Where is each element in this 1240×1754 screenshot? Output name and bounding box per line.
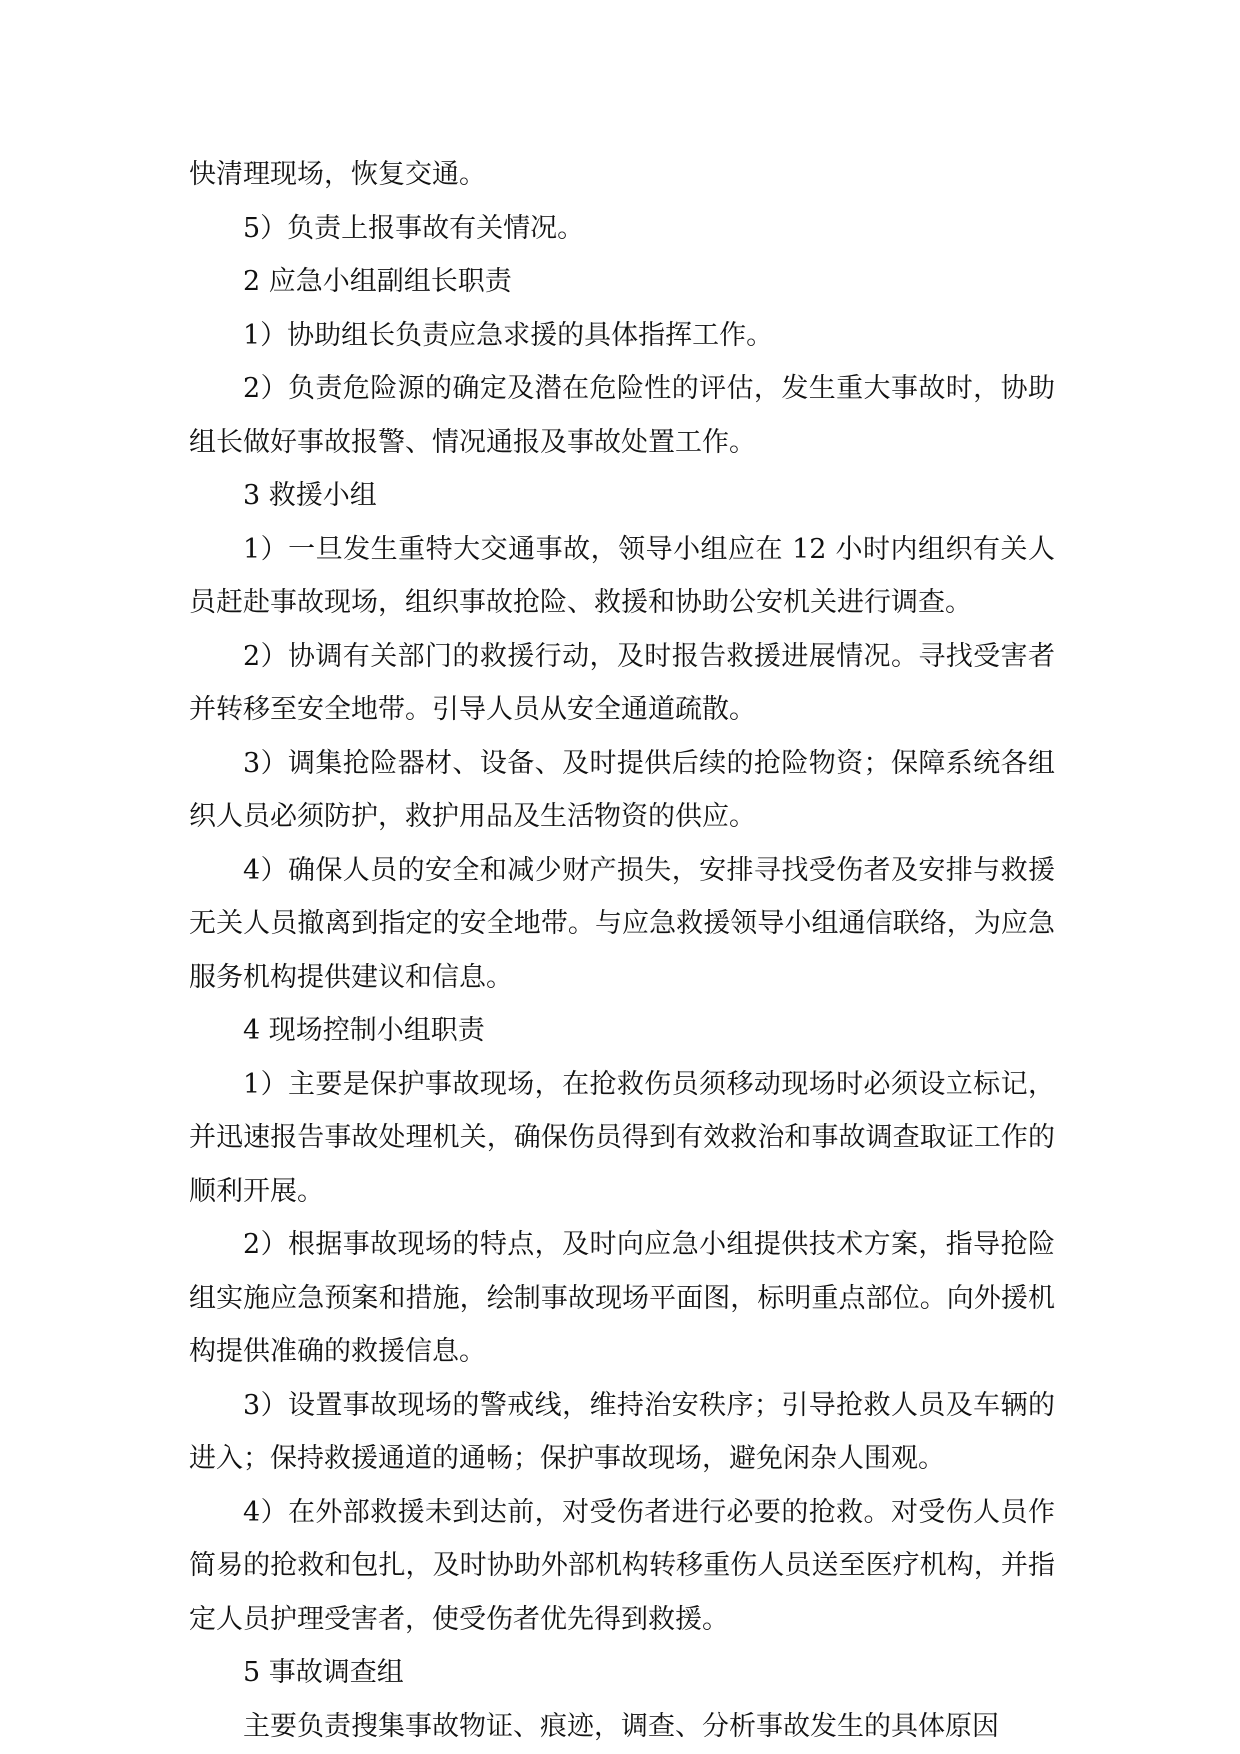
list-item: 1）主要是保护事故现场，在抢救伤员须移动现场时必须设立标记，并迅速报告事故处理机关，确保伤员得到有效救治和事故调查取证工作的顺利开展。: [189, 1068, 1055, 1207]
list-item: 1）协助组长负责应急求援的具体指挥工作。: [243, 319, 774, 351]
list-item: 2）负责危险源的确定及潜在危险性的评估，发生重大事故时，协助组长做好事故报警、情况通报及事故处置工作。: [189, 373, 1055, 458]
section-heading-deputy-leader: 2 应急小组副组长职责: [243, 266, 512, 297]
section-heading-site-control: 4 现场控制小组职责: [243, 1015, 485, 1046]
list-item: 2）根据事故现场的特点，及时向应急小组提供技术方案，指导抢险组实施应急预案和措施，绘制事故现场平面图，标明重点部位。向外援机构提供准确的救援信息。: [189, 1229, 1055, 1367]
paragraph: 主要负责搜集事故物证、痕迹，调查、分析事故发生的具体原因: [243, 1710, 999, 1742]
list-item: 2）协调有关部门的救援行动，及时报告救援进展情况。寻找受害者并转移至安全地带。引导人员从安全通道疏散。: [189, 640, 1055, 725]
section-heading-investigation: 5 事故调查组: [243, 1657, 404, 1688]
list-item: 4）确保人员的安全和减少财产损失，安排寻找受伤者及安排与救援无关人员撤离到指定的安全地带。与应急救援领导小组通信联络，为应急服务机构提供建议和信息。: [189, 854, 1055, 993]
paragraph-continuation: 快清理现场，恢复交通。: [189, 159, 486, 190]
list-item: 3）调集抢险器材、设备、及时提供后续的抢险物资；保障系统各组织人员必须防护，救护用品及生活物资的供应。: [189, 747, 1055, 832]
section-heading-rescue-team: 3 救援小组: [243, 480, 377, 511]
list-item: 1）一旦发生重特大交通事故，领导小组应在 12 小时内组织有关人员赶赴事故现场，组织事故抢险、救援和协助公安机关进行调查。: [189, 533, 1055, 618]
list-item-report: 5）负责上报事故有关情况。: [243, 212, 585, 244]
document-body: [189, 148, 1055, 1753]
list-item: 3）设置事故现场的警戒线，维持治安秩序；引导抢救人员及车辆的进入；保持救援通道的通畅；保护事故现场，避免闲杂人围观。: [189, 1389, 1055, 1474]
list-item: 4）在外部救援未到达前，对受伤者进行必要的抢救。对受伤人员作简易的抢救和包扎，及时协助外部机构转移重伤人员送至医疗机构，并指定人员护理受害者，使受伤者优先得到救援。: [189, 1496, 1055, 1635]
